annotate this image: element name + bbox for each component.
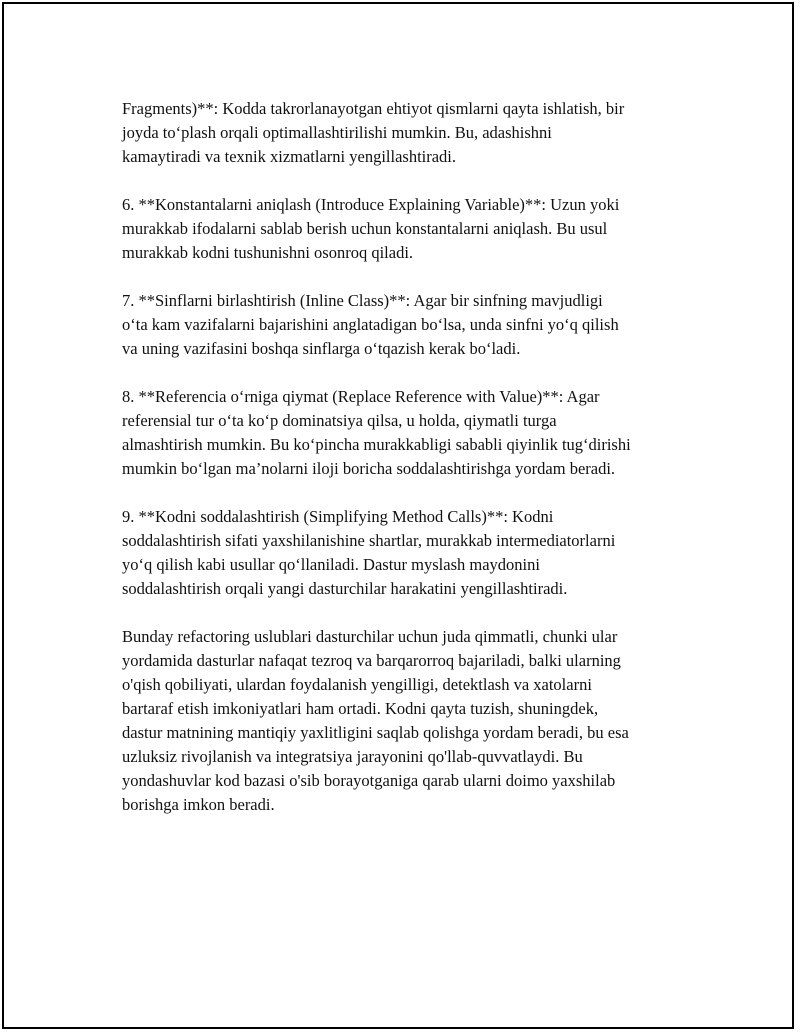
text-line: yondashuvlar kod bazasi o'sib borayotganiga qarab ularni doimo yaxshilab (122, 771, 616, 790)
text-line: almashtirish mumkin. Bu ko‘pincha murakkabligi sababli qiyinlik tug‘dirishi (122, 435, 631, 454)
text-line: murakkab ifodalarni sablab berish uchun konstantalarni aniqlash. Bu usul (122, 219, 608, 238)
text-line: va uning vazifasini boshqa sinflarga o‘tqazish kerak bo‘ladi. (122, 339, 521, 358)
paragraph-item-7 (122, 289, 707, 361)
text-line: uzluksiz rivojlanish va integratsiya jarayonini qo'llab-quvvatlaydi. Bu (122, 747, 583, 766)
text-line: 7. **Sinflarni birlashtirish (Inline Class)**: Agar bir sinfning mavjudligi (122, 291, 603, 310)
text-line: o‘ta kam vazifalarni bajarishini anglatadigan bo‘lsa, unda sinfni yo‘q qilish (122, 315, 619, 334)
paragraph-item-8 (122, 385, 707, 481)
text-line: yo‘q qilish kabi usullar qo‘llaniladi. Dastur myslash maydonini (122, 555, 540, 574)
document-body (122, 97, 707, 841)
text-line: mumkin bo‘lgan ma’nolarni iloji boricha soddalashtirishga yordam beradi. (122, 459, 616, 478)
text-line: yordamida dasturlar nafaqat tezroq va barqarorroq bajariladi, balki ularning (122, 651, 621, 670)
text-line: Bunday refactoring uslublari dasturchilar uchun juda qimmatli, chunki ular (122, 627, 618, 646)
text-line: 9. **Kodni soddalashtirish (Simplifying Method Calls)**: Kodni (122, 507, 554, 526)
paragraph-fragments (122, 97, 707, 169)
text-line: 6. **Konstantalarni aniqlash (Introduce Explaining Variable)**: Uzun yoki (122, 195, 620, 214)
paragraph-item-9 (122, 505, 707, 601)
text-line: dastur matnining mantiqiy yaxlitligini saqlab qolishga yordam beradi, bu esa (122, 723, 629, 742)
text-line: 8. **Referencia o‘rniga qiymat (Replace Reference with Value)**: Agar (122, 387, 600, 406)
text-line: referensial tur o‘ta ko‘p dominatsiya qilsa, u holda, qiymatli turga (122, 411, 557, 430)
paragraph-conclusion (122, 625, 707, 817)
text-line: Fragments)**: Kodda takrorlanayotgan ehtiyot qismlarni qayta ishlatish, bir (122, 99, 625, 118)
text-line: soddalashtirish sifati yaxshilanishine shartlar, murakkab intermediatorlarni (122, 531, 616, 550)
text-line: kamaytiradi va texnik xizmatlarni yengillashtiradi. (122, 147, 457, 166)
text-line: o'qish qobiliyati, ulardan foydalanish yengilligi, detektlash va xatolarni (122, 675, 592, 694)
text-line: joyda to‘plash orqali optimallashtirilishi mumkin. Bu, adashishni (122, 123, 552, 142)
page-frame (2, 2, 794, 1029)
text-line: borishga imkon beradi. (122, 795, 275, 814)
paragraph-item-6 (122, 193, 707, 265)
text-line: soddalashtirish orqali yangi dasturchilar harakatini yengillashtiradi. (122, 579, 568, 598)
text-line: murakkab kodni tushunishni osonroq qiladi. (122, 243, 414, 262)
text-line: bartaraf etish imkoniyatlari ham ortadi. Kodni qayta tuzish, shuningdek, (122, 699, 599, 718)
